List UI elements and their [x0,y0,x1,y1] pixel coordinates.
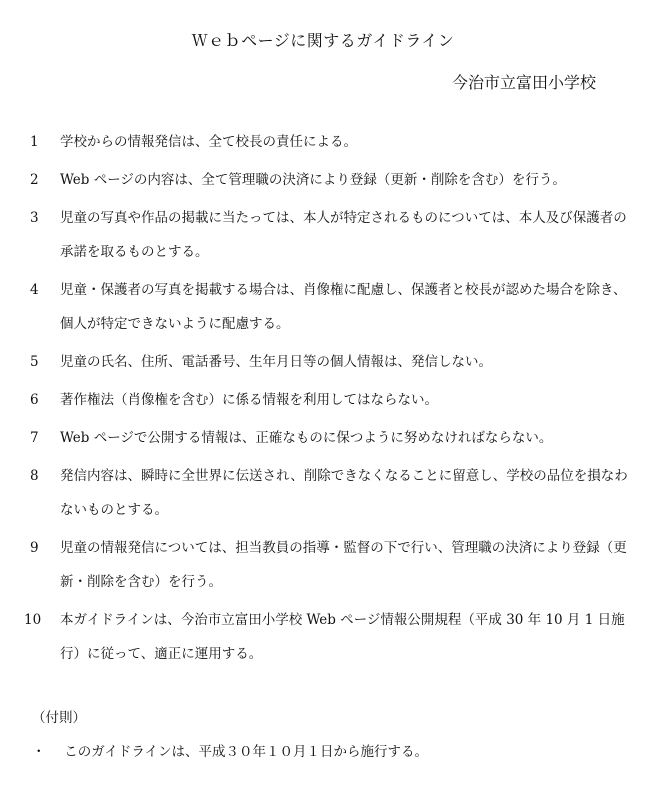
rule-number: 4 [30,282,39,298]
rule-item-1 [22,125,632,159]
rule-text: Web ページの内容は、全て管理職の決済により登録（更新・削除を含む）を行う。 [60,172,566,188]
rule-number: 7 [30,430,39,446]
rule-item-8 [22,459,632,527]
rule-number: 10 [24,612,42,628]
bullet-icon: ・ [32,744,46,760]
rule-item-5 [22,345,632,379]
rule-number: 8 [30,468,39,484]
rule-text: 学校からの情報発信は、全て校長の責任による。 [60,134,357,150]
rule-text: 本ガイドラインは、今治市立富田小学校 Web ページ情報公開規程（平成 30 年 10 月 1 日施行）に従って、適正に運用する。 [60,612,625,662]
rule-item-6 [22,383,632,417]
rule-item-2 [22,163,632,197]
rule-item-9 [22,531,632,599]
rule-item-3 [22,201,632,269]
rule-number: 2 [30,172,39,188]
rule-text: Web ページで公開する情報は、正確なものに保つように努めなければならない。 [60,430,553,446]
rule-number: 5 [30,354,39,370]
rule-text: 児童の氏名、住所、電話番号、生年月日等の個人情報は、発信しない。 [60,354,492,370]
school-name: 今治市立富田小学校 [451,73,596,92]
appendix-item [32,740,622,760]
rule-item-10 [22,603,632,671]
appendix-heading: （付則） [32,710,86,726]
rule-text: 児童の情報発信については、担当教員の指導・監督の下で行い、管理職の決済により登録（更新・削除を含む）を行う。 [60,540,627,590]
rule-item-4 [22,273,632,341]
appendix-text: このガイドラインは、平成３０年１０月１日から施行する。 [64,744,428,760]
rule-text: 児童の写真や作品の掲載に当たっては、本人が特定されるものについては、本人及び保護者の承諾を取るものとする。 [60,210,627,260]
rule-number: 3 [30,210,39,226]
rule-text: 児童・保護者の写真を掲載する場合は、肖像権に配慮し、保護者と校長が認めた場合を除き、個人が特定できないように配慮する。 [60,282,627,332]
rule-item-7 [22,421,632,455]
page-title: Ｗｅｂページに関するガイドライン [191,31,455,50]
rule-number: 6 [30,392,39,408]
rule-number: 9 [30,540,39,556]
rule-text: 著作権法（肖像権を含む）に係る情報を利用してはならない。 [60,392,438,408]
rule-list [22,125,632,675]
rule-text: 発信内容は、瞬時に全世界に伝送され、削除できなくなることに留意し、学校の品位を損なわないものとする。 [60,468,628,518]
rule-number: 1 [30,134,39,150]
